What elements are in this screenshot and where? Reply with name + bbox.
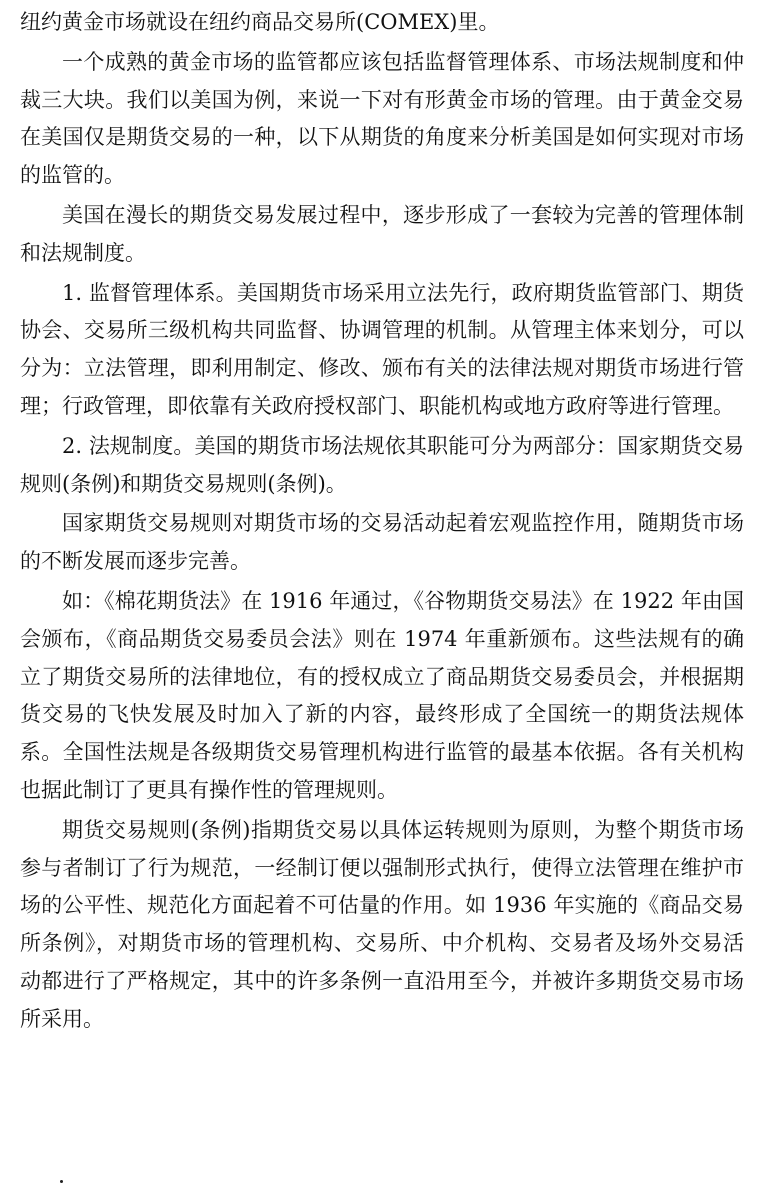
- scan-speck: [60, 1180, 63, 1183]
- paragraph-supervision-system: 1. 监督管理体系。美国期货市场采用立法先行，政府期货监管部门、期货协会、交易所三级机构共同监督、协调管理的机制。从管理主体来划分，可以分为：立法管理，即利用制定、修改、颁布有关的法律法规对期货市场进行管理；行政管理，即依靠有关政府授权部门、职能机构或地方政府等进行管理。: [20, 280, 744, 418]
- paragraph-us-system: 美国在漫长的期货交易发展过程中，逐步形成了一套较为完善的管理体制和法规制度。: [20, 202, 744, 265]
- paragraph-comex: 纽约黄金市场就设在纽约商品交易所(COMEX)里。: [20, 10, 500, 34]
- paragraph-law-examples: 如：《棉花期货法》在 1916 年通过，《谷物期货交易法》在 1922 年由国会颁布，《商品期货交易委员会法》则在 1974 年重新颁布。这些法规有的确立了期货交易所的法律地位，有的授权成立了商品期货交易委员会，并根据期货交易的飞快发展及时加入了新的内容，最终形成了全国统一的期货法规体系。全国性法规是各级期货交易管理机构进行监管的最基本依据。各有关机构也据此制订了更具有操作性的管理规则。: [20, 588, 744, 802]
- paragraph-regulation-overview: 一个成熟的黄金市场的监管都应该包括监督管理体系、市场法规制度和仲裁三大块。我们以美国为例，来说一下对有形黄金市场的管理。由于黄金交易在美国仅是期货交易的一种，以下从期货的角度来分析美国是如何实现对市场的监管的。: [20, 49, 744, 188]
- paragraph-legal-system: 2. 法规制度。美国的期货市场法规依其职能可分为两部分：国家期货交易规则(条例)和期货交易规则(条例)。: [20, 433, 744, 496]
- paragraph-national-rules: 国家期货交易规则对期货市场的交易活动起着宏观监控作用，随期货市场的不断发展而逐步完善。: [20, 511, 744, 574]
- paragraph-exchange-rules: 期货交易规则(条例)指期货交易以具体运转规则为原则，为整个期货市场参与者制订了行为规范，一经制订便以强制形式执行，使得立法管理在维护市场的公平性、规范化方面起着不可估量的作用。如 1936 年实施的《商品交易所条例》，对期货市场的管理机构、交易所、中介机构、交易者及场外交易活动都进行了严格规定，其中的许多条例一直沿用至今，并被许多期货交易市场所采用。: [20, 817, 744, 1031]
